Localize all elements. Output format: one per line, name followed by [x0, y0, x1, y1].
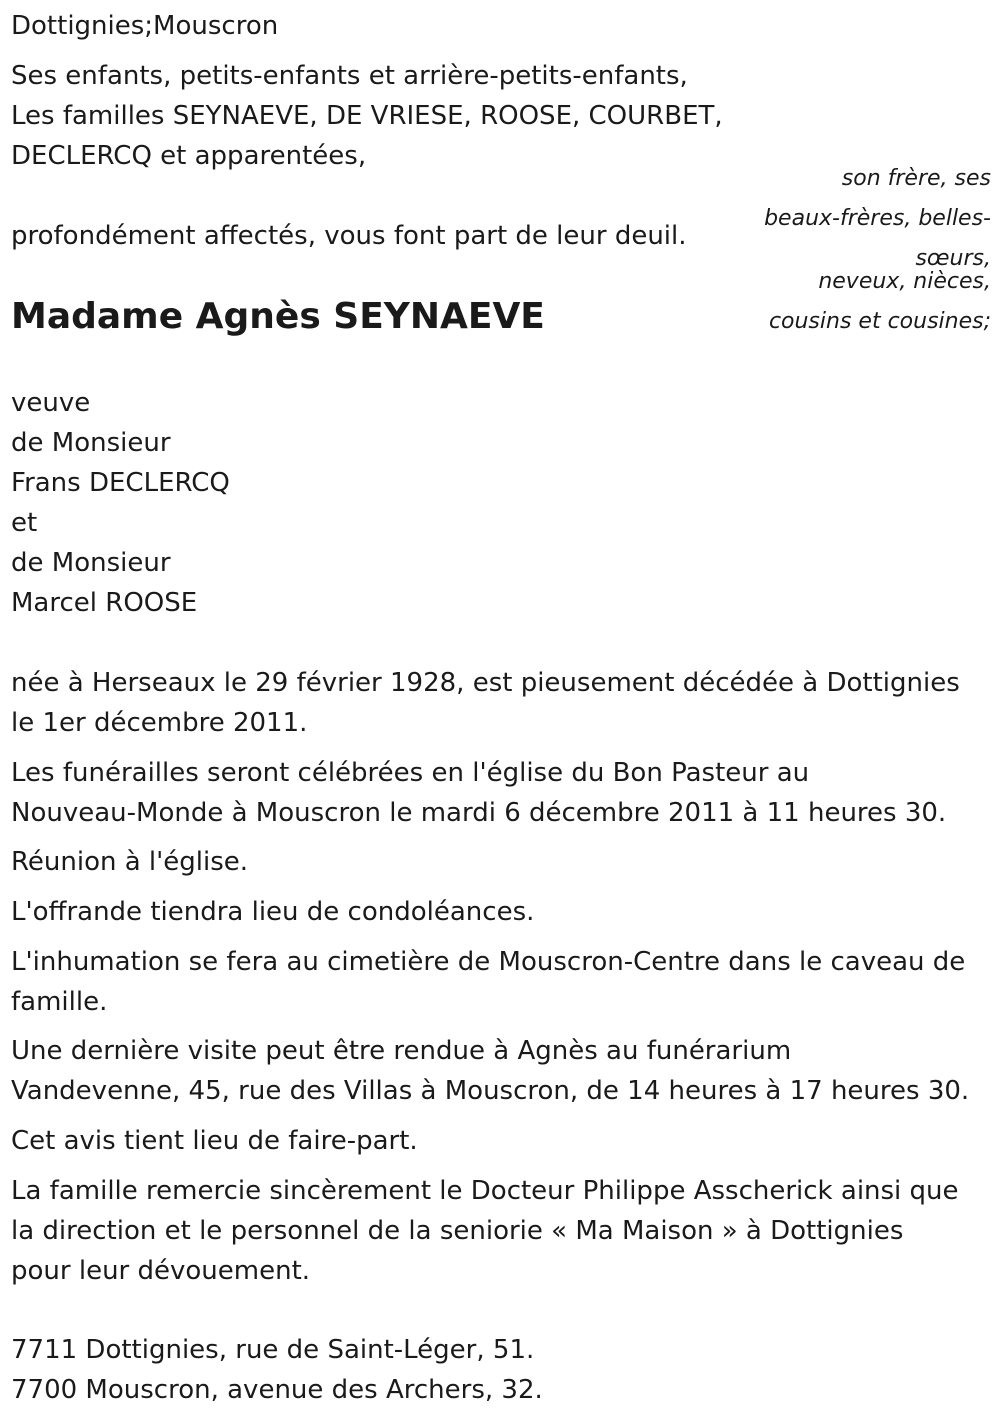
location-header: Dottignies;Mouscron [11, 11, 279, 41]
relatives-side-line: cousins et cousines; [768, 309, 991, 334]
family-intro-line: Ses enfants, petits-enfants et arrière-petits-enfants, [11, 61, 688, 91]
spouse-line: et [11, 508, 38, 538]
meeting-text: Réunion à l'église. [11, 847, 249, 877]
offering-text: L'offrande tiendra lieu de condoléances. [11, 897, 535, 927]
notice-text: Cet avis tient lieu de faire-part. [11, 1126, 418, 1156]
spouse-line: veuve [11, 388, 91, 418]
relatives-side-line: beaux-frères, belles- [764, 206, 991, 231]
deceased-name-heading: Madame Agnès SEYNAEVE [11, 296, 545, 337]
relatives-side-line: son frère, ses [841, 166, 991, 191]
address-line: 7711 Dottignies, rue de Saint-Léger, 51. [11, 1335, 535, 1365]
birth-death-line: le 1er décembre 2011. [11, 708, 308, 738]
address-line: 7700 Mouscron, avenue des Archers, 32. [11, 1375, 543, 1405]
announcement-text: profondément affectés, vous font part de leur deuil. [11, 221, 687, 251]
family-intro-line: Les familles SEYNAEVE, DE VRIESE, ROOSE, COURBET, [11, 101, 723, 131]
visit-line: Une dernière visite peut être rendue à Agnès au funérarium [11, 1036, 792, 1066]
visit-line: Vandevenne, 45, rue des Villas à Mouscron, de 14 heures à 17 heures 30. [11, 1076, 970, 1106]
birth-death-line: née à Herseaux le 29 février 1928, est pieusement décédée à Dottignies [11, 668, 960, 698]
spouse-line: de Monsieur [11, 428, 171, 458]
spouse-line: de Monsieur [11, 548, 171, 578]
funeral-line: Nouveau-Monde à Mouscron le mardi 6 décembre 2011 à 11 heures 30. [11, 798, 947, 828]
thanks-line: la direction et le personnel de la seniorie « Ma Maison » à Dottignies [11, 1216, 904, 1246]
relatives-side-line: neveux, nièces, [818, 269, 991, 294]
relatives-side-line: sœurs, [915, 246, 991, 271]
spouse-line: Frans DECLERCQ [11, 468, 230, 498]
thanks-line: La famille remercie sincèrement le Docteur Philippe Asscherick ainsi que [11, 1176, 959, 1206]
thanks-line: pour leur dévouement. [11, 1256, 311, 1286]
spouse-line: Marcel ROOSE [11, 588, 198, 618]
burial-line: L'inhumation se fera au cimetière de Mouscron-Centre dans le caveau de [11, 947, 966, 977]
funeral-line: Les funérailles seront célébrées en l'église du Bon Pasteur au [11, 758, 810, 788]
family-intro-line: DECLERCQ et apparentées, [11, 141, 367, 171]
burial-line: famille. [11, 987, 108, 1017]
